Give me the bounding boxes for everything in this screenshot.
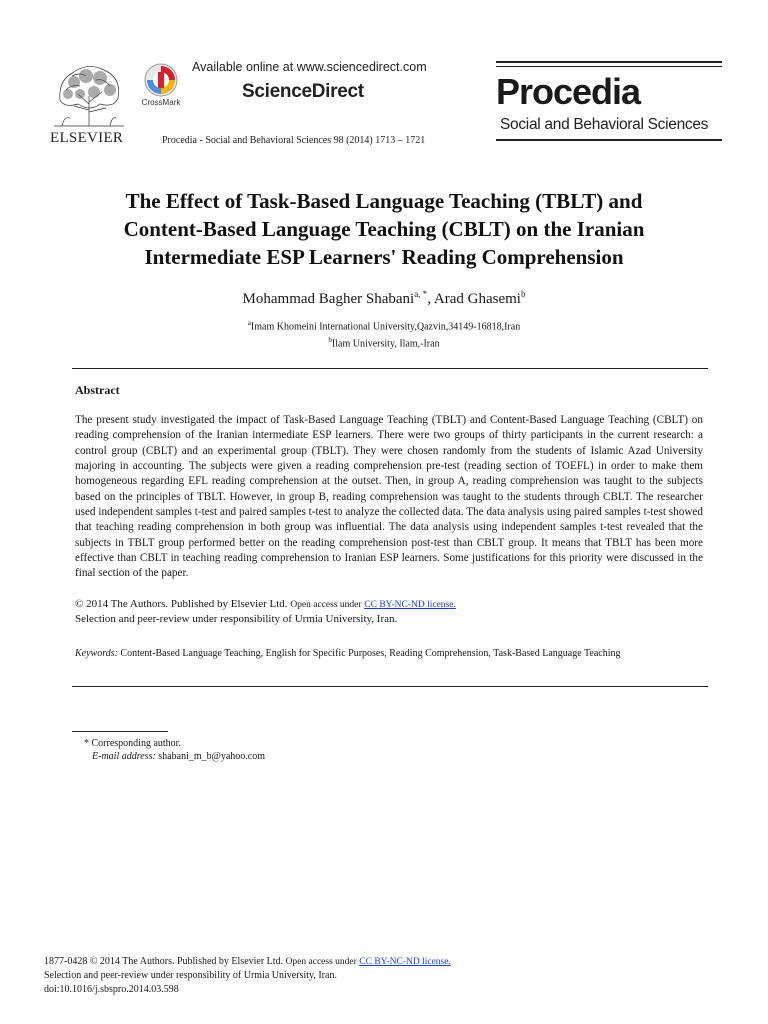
title-line: The Effect of Task-Based Language Teaching (TBLT) and bbox=[125, 189, 643, 213]
affiliation-text: Imam Khomeini International University,Qazvin,34149-16818,Iran bbox=[250, 321, 521, 333]
keywords-line bbox=[75, 648, 705, 659]
article-title bbox=[60, 187, 708, 271]
copyright-block bbox=[75, 597, 695, 626]
corresponding-author-note: * Corresponding author. bbox=[84, 738, 181, 749]
author-marker: a, * bbox=[414, 289, 428, 299]
procedia-rule-bottom bbox=[496, 139, 722, 141]
footer-open-access: Open access under bbox=[285, 957, 357, 967]
open-access-text: Open access under bbox=[290, 600, 362, 610]
sciencedirect-logo[interactable]: ScienceDirect bbox=[242, 81, 364, 102]
author-separator: , bbox=[427, 291, 434, 307]
keywords-text: Content-Based Language Teaching, English for Specific Purposes, Reading Comprehension, Task-Based Language Teaching bbox=[120, 648, 621, 659]
email-address[interactable]: shabani_m_b@yahoo.com bbox=[158, 751, 265, 762]
affiliation-b bbox=[60, 336, 708, 349]
affiliation-a bbox=[60, 319, 708, 332]
procedia-rule-top-thin bbox=[496, 66, 722, 67]
issn-copyright: 1877-0428 © 2014 The Authors. Published by Elsevier Ltd. bbox=[44, 956, 284, 967]
journal-citation: Procedia - Social and Behavioral Sciences 98 (2014) 1713 – 1721 bbox=[162, 135, 426, 146]
abstract-body: The present study investigated the impact of Task-Based Language Teaching (TBLT) and Content-Based Language Teaching (CBLT) on reading comprehension of the Iranian intermediate ESP learners. There were two groups of thirty participants in the current research: a control group (CBLT) and an experimental group (TBLT). They were chosen randomly from the students of Islamic Azad University majoring in accounting. The subjects were given a reading comprehension pre-test (reading section of TOEFL) in order to make them homogeneous regarding EFL reading comprehension at the outset. Then, in group A, reading comprehension was taught to the subjects based on the principles of TBLT. However, in group B, reading comprehension was taught to the students through CBLT. The researcher used independent samples t-test and paired samples t-test to analyze the collected data. The data analysis using paired samples t-test showed that teaching reading comprehension in both group was influential. The data analysis using independent samples t-test revealed that the subjects in TBLT group performed better on the reading comprehension post-test than CBLT group. It means that TBLT has been more effective than CBLT in teaching reading comprehension to Iranian ESP learners. Some justifications for this priority were discussed in the final section of the paper. bbox=[75, 414, 703, 580]
affiliation-marker: b bbox=[328, 336, 332, 344]
divider-top bbox=[72, 368, 708, 369]
author-list bbox=[60, 289, 708, 308]
peer-review-text: Selection and peer-review under responsibility of Urmia University, Iran. bbox=[75, 613, 398, 625]
abstract-heading: Abstract bbox=[75, 383, 120, 397]
email-label: E-mail address: bbox=[92, 751, 156, 762]
title-line: Intermediate ESP Learners' Reading Comprehension bbox=[144, 245, 624, 269]
title-line: Content-Based Language Teaching (CBLT) on the Iranian bbox=[123, 217, 645, 241]
footer-license-link[interactable]: CC BY-NC-ND license. bbox=[359, 957, 451, 967]
crossmark-icon[interactable] bbox=[138, 62, 184, 98]
license-link[interactable]: CC BY-NC-ND license. bbox=[364, 600, 456, 610]
copyright-text: © 2014 The Authors. Published by Elsevier Ltd. bbox=[75, 598, 288, 610]
email-line bbox=[92, 751, 265, 762]
page-footer bbox=[44, 955, 644, 997]
author-name: Mohammad Bagher Shabani bbox=[242, 291, 415, 307]
divider-bottom bbox=[72, 686, 708, 687]
procedia-rule-top bbox=[496, 61, 722, 63]
keywords-label: Keywords: bbox=[75, 648, 118, 659]
crossmark-label: CrossMark bbox=[141, 98, 181, 107]
author-name: Arad Ghasemi bbox=[433, 291, 521, 307]
procedia-subtitle: Social and Behavioral Sciences bbox=[500, 116, 709, 133]
doi-text[interactable]: doi:10.1016/j.sbspro.2014.03.598 bbox=[44, 984, 179, 995]
footer-peer-review: Selection and peer-review under responsibility of Urmia University, Iran. bbox=[44, 970, 337, 981]
procedia-title: Procedia bbox=[496, 71, 641, 112]
footnote-rule bbox=[72, 731, 168, 732]
affiliation-text: Ilam University, Ilam,-Iran bbox=[331, 338, 440, 350]
author-marker: b bbox=[520, 289, 526, 299]
affiliation-marker: a bbox=[247, 319, 251, 327]
publisher-name: ELSEVIER bbox=[50, 130, 124, 146]
available-online-text[interactable]: Available online at www.sciencedirect.com bbox=[192, 60, 427, 74]
